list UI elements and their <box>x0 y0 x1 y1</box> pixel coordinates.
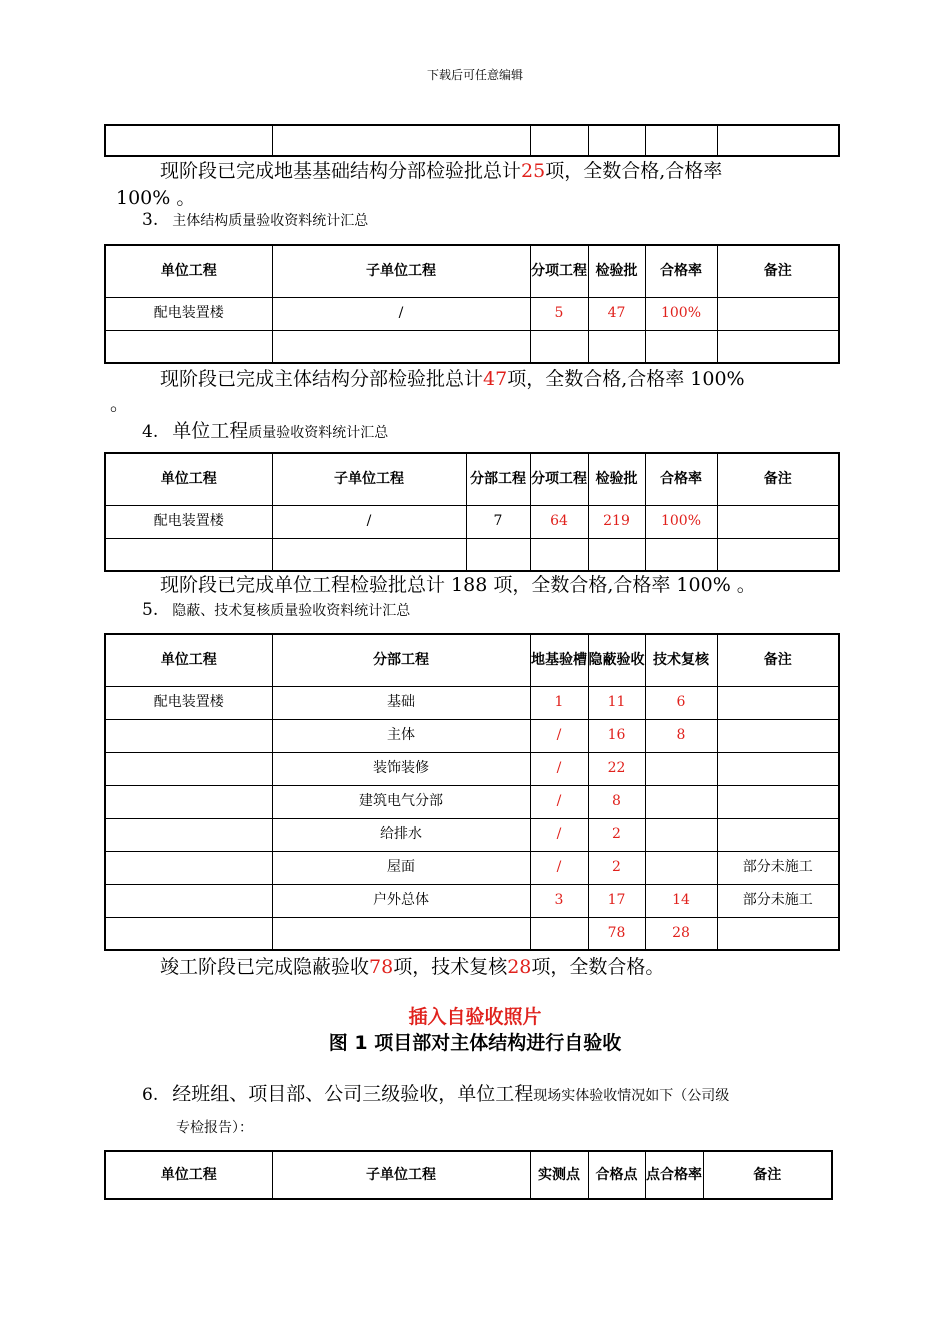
table-cell: 基础 <box>272 686 530 719</box>
table-row <box>105 125 839 156</box>
table-cell: 部分未施工 <box>717 884 839 917</box>
table-cell: 配电装置楼 <box>105 686 272 719</box>
table-header-row: 单位工程 子单位工程 实测点 合格点 点合格率 备注 <box>105 1151 832 1199</box>
table-row <box>105 818 839 851</box>
table-cell: 6 <box>645 686 717 719</box>
table-cell: 装饰装修 <box>272 752 530 785</box>
table-cell: / <box>530 785 588 818</box>
main-structure-table <box>104 244 840 364</box>
table-cell <box>105 818 272 851</box>
table-cell: / <box>530 752 588 785</box>
table-cell <box>105 752 272 785</box>
table-cell <box>105 884 272 917</box>
table-cell <box>105 917 272 950</box>
summary-concealed: 竣工阶段已完成隐蔽验收78项，技术复核28项，全数合格。 <box>160 956 665 978</box>
summary-main-structure-cont: 。 <box>110 393 130 415</box>
table-cell: 16 <box>588 719 645 752</box>
table-cell <box>717 686 839 719</box>
table-cell: 3 <box>530 884 588 917</box>
table-cell: / <box>530 851 588 884</box>
table-cell: 11 <box>588 686 645 719</box>
table-cell <box>717 752 839 785</box>
table-cell <box>645 785 717 818</box>
table-cell <box>645 851 717 884</box>
table-row <box>105 917 839 950</box>
table-cell <box>105 719 272 752</box>
table-row <box>105 752 839 785</box>
table-cell: 主体 <box>272 719 530 752</box>
table-cell <box>105 785 272 818</box>
insert-photo-label: 插入自验收照片 <box>408 1006 542 1028</box>
table-cell: 给排水 <box>272 818 530 851</box>
table-header-row: 单位工程 分部工程 地基验槽 隐蔽验收 技术复核 备注 <box>105 634 839 686</box>
table-header-row: 单位工程 子单位工程 分部工程 分项工程 检验批 合格率 备注 <box>105 453 839 505</box>
figure-caption: 图 1 项目部对主体结构进行自验收 <box>328 1032 622 1054</box>
table-cell: 2 <box>588 851 645 884</box>
table-cell: 部分未施工 <box>717 851 839 884</box>
table-cell <box>105 851 272 884</box>
table-cell <box>272 917 530 950</box>
table-row <box>105 538 839 571</box>
section-5-heading: 5. 隐蔽、技术复核质量验收资料统计汇总 <box>142 600 411 620</box>
table-cell: 建筑电气分部 <box>272 785 530 818</box>
field-inspection-table <box>104 1150 833 1200</box>
table-cell <box>645 818 717 851</box>
table-top-remnant <box>104 124 840 157</box>
section-4-heading: 4. 单位工程质量验收资料统计汇总 <box>142 420 389 442</box>
table-row: 配电装置楼 / 7 64 219 100% <box>105 505 839 538</box>
table-row <box>105 330 839 363</box>
table-header-row: 单位工程 子单位工程 分项工程 检验批 合格率 备注 <box>105 245 839 297</box>
section-6-heading: 6. 经班组、项目部、公司三级验收，单位工程现场实体验收情况如下（公司级 <box>142 1083 730 1105</box>
table-cell: / <box>530 719 588 752</box>
summary-main-structure: 现阶段已完成主体结构分部检验批总计47项，全数合格,合格率 100% <box>160 368 745 390</box>
unit-project-table <box>104 452 840 572</box>
summary-foundation: 现阶段已完成地基基础结构分部检验批总计25项，全数合格,合格率 <box>160 160 723 182</box>
table-cell: 78 <box>588 917 645 950</box>
summary-unit-project: 现阶段已完成单位工程检验批总计 188 项，全数合格,合格率 100% 。 <box>160 574 756 596</box>
table-cell: 28 <box>645 917 717 950</box>
table-row <box>105 686 839 719</box>
table-cell: 8 <box>588 785 645 818</box>
table-row <box>105 884 839 917</box>
table-cell <box>717 818 839 851</box>
table-cell <box>717 785 839 818</box>
table-cell: 8 <box>645 719 717 752</box>
table-cell: 22 <box>588 752 645 785</box>
table-row <box>105 719 839 752</box>
table-cell: 户外总体 <box>272 884 530 917</box>
table-cell <box>645 752 717 785</box>
page-header: 下载后可任意编辑 <box>426 68 523 82</box>
table-cell: 1 <box>530 686 588 719</box>
concealed-review-table <box>104 633 840 951</box>
table-cell: 14 <box>645 884 717 917</box>
section-3-heading: 3. 主体结构质量验收资料统计汇总 <box>142 210 369 230</box>
table-cell <box>717 719 839 752</box>
section-6-heading-cont: 专检报告）： <box>176 1120 253 1136</box>
table-row <box>105 785 839 818</box>
table-row <box>105 851 839 884</box>
table-cell: 2 <box>588 818 645 851</box>
table-cell <box>717 917 839 950</box>
summary-foundation-cont: 100% 。 <box>116 187 196 209</box>
table-cell: 17 <box>588 884 645 917</box>
table-cell: / <box>530 818 588 851</box>
table-row: 配电装置楼 / 5 47 100% <box>105 297 839 330</box>
table-cell: 屋面 <box>272 851 530 884</box>
table-cell <box>530 917 588 950</box>
